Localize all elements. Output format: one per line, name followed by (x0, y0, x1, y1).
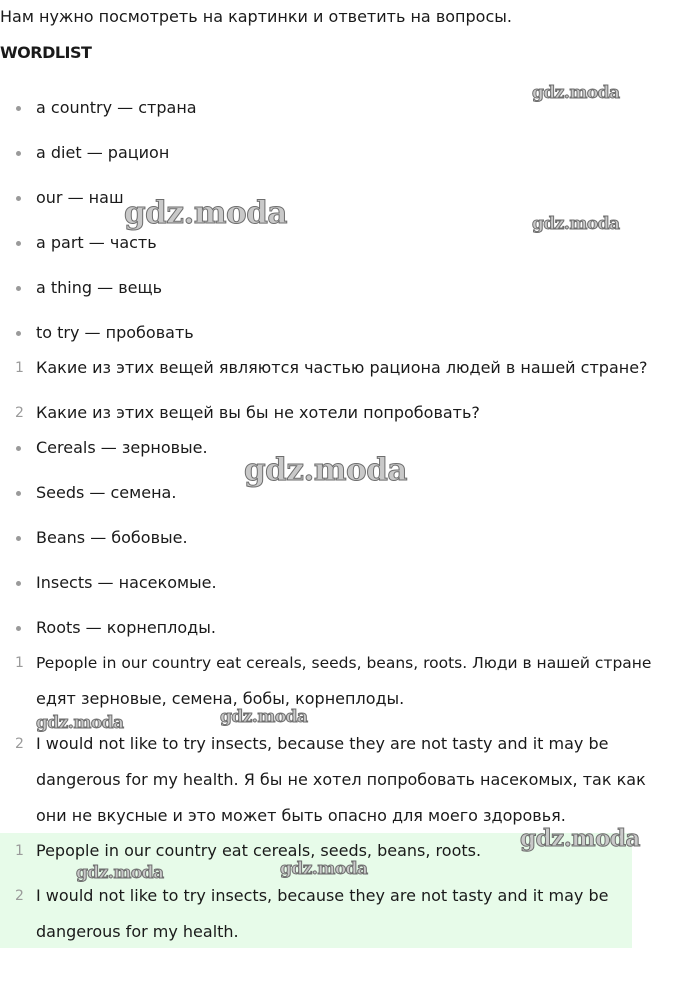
question-text: Какие из этих вещей являются частью рациона людей в нашей стране? (36, 358, 648, 377)
answer-item (15, 652, 652, 674)
bullet-icon (16, 151, 21, 156)
wordlist-item (36, 142, 169, 164)
answer-number: 1 (15, 655, 24, 671)
final-answer-item (15, 885, 609, 907)
bullet-icon (16, 196, 21, 201)
watermark-logo: gdz.moda (76, 863, 164, 883)
food-vocab-item (36, 437, 208, 459)
wordlist-item-text: a thing — вещь (36, 278, 162, 297)
bullet-icon (16, 286, 21, 291)
answer-line-row (36, 921, 239, 943)
wordlist-item-text: a country — страна (36, 98, 197, 117)
watermark-logo: gdz.moda (36, 713, 124, 733)
bullet-icon (16, 106, 21, 111)
answer-line: I would not like to try insects, because they are not tasty and it may be (36, 734, 609, 753)
question-text: Какие из этих вещей вы бы не хотели попробовать? (36, 403, 480, 422)
watermark-logo: gdz.moda (520, 825, 640, 852)
food-vocab-text: Beans — бобовые. (36, 528, 188, 547)
bullet-icon (16, 331, 21, 336)
answer-line: едят зерновые, семена, бобы, корнеплоды. (36, 689, 405, 708)
food-vocab-item (36, 527, 188, 549)
watermark-logo: gdz.moda (532, 83, 620, 103)
question-item (15, 402, 480, 424)
answer-line: они не вкусные и это может быть опасно для моего здоровья. (36, 806, 566, 825)
question-number: 1 (15, 360, 24, 376)
answer-line: Pepople in our country eat cereals, seeds, beans, roots. Люди в нашей стране (36, 654, 652, 672)
wordlist-item (36, 97, 197, 119)
bullet-icon (16, 491, 21, 496)
answer-number: 2 (15, 888, 24, 904)
wordlist-item-text: our — наш (36, 188, 124, 207)
wordlist-item-text: to try — пробовать (36, 323, 194, 342)
watermark-logo: gdz.moda (244, 452, 407, 488)
watermark-logo: gdz.moda (532, 214, 620, 234)
wordlist-item-text: a diet — рацион (36, 143, 170, 162)
bullet-icon (16, 581, 21, 586)
answer-number: 2 (15, 736, 24, 752)
food-vocab-item (36, 617, 216, 639)
wordlist-item-text: a part — часть (36, 233, 157, 252)
wordlist-item (36, 232, 157, 254)
intro-text: Нам нужно посмотреть на картинки и ответить на вопросы. (0, 7, 512, 26)
food-vocab-text: Insects — насекомые. (36, 573, 217, 592)
final-answer-item (15, 840, 482, 862)
wordlist-item (36, 277, 162, 299)
answer-line-row (36, 805, 566, 827)
watermark-logo: gdz.moda (124, 195, 287, 231)
answer-number: 1 (15, 843, 24, 859)
bullet-icon (16, 241, 21, 246)
question-number: 2 (15, 405, 24, 421)
answer-line: dangerous for my health. Я бы не хотел попробовать насекомых, так как (36, 770, 646, 789)
food-vocab-text: Seeds — семена. (36, 483, 177, 502)
question-item (15, 357, 648, 379)
food-vocab-text: Roots — корнеплоды. (36, 618, 216, 637)
answer-line: dangerous for my health. (36, 922, 239, 941)
food-vocab-item (36, 572, 217, 594)
answer-item (15, 733, 609, 755)
wordlist-item (36, 322, 194, 344)
answer-line-row (36, 769, 646, 791)
watermark-logo: gdz.moda (220, 707, 308, 727)
food-vocab-item (36, 482, 176, 504)
watermark-logo: gdz.moda (280, 859, 368, 879)
answer-line: I would not like to try insects, because they are not tasty and it may be (36, 886, 609, 905)
answer-line: Pepople in our country eat cereals, seeds, beans, roots. (36, 841, 482, 860)
bullet-icon (16, 446, 21, 451)
food-vocab-text: Cereals — зерновые. (36, 438, 208, 457)
bullet-icon (16, 626, 21, 631)
wordlist-item (36, 187, 124, 209)
wordlist-heading: WORDLIST (0, 43, 92, 62)
bullet-icon (16, 536, 21, 541)
